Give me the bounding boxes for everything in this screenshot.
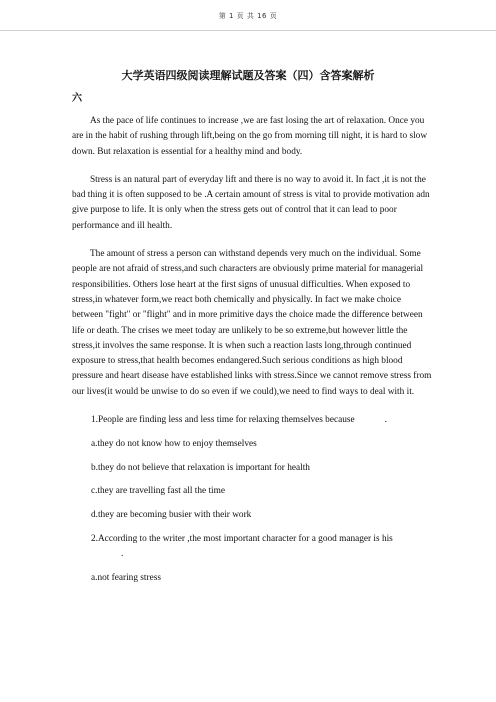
paragraph-2: Stress is an natural part of everyday lift and there is no way to avoid it. In fact ,it is not the bad thing it is often supposed to be .A certain amount of stress is vital to provide motivation adn give purpose to life. It is only when the stress gets out of control that it can lead to poor performance and ill health. [72, 174, 430, 231]
question-stem: 1.People are finding less and less time for relaxing themselves because . [91, 415, 387, 426]
paragraph-1: As the pace of life continues to increase ,we are fast losing the art of relaxation. Once you are in the habit of rushing through lift,being on the go from morning till night, it is hard to slow down. But relaxation is essential for a healthy mind and body. [72, 116, 428, 157]
option-b: b.they do not believe that relaxation is important for health [91, 462, 310, 473]
question-1 [72, 413, 432, 523]
document-body [72, 114, 432, 595]
question-2 [72, 532, 432, 586]
option-a: a.not fearing stress [91, 573, 161, 584]
paragraph-3: The amount of stress a person can withstand depends very much on the individual. Some people are not afraid of stress,and such characters are obviously prime material for managerial responsibilities. Others lose heart at the first signs of unusual difficulties. When exposed to stress,in whatever form,we react both chemically and physically. In fact we make choice between "fight" or "flight" and in more primitive days the choice made the difference between life or death. The crises we meet today are unlikely to be so extreme,but however little the stress,it involves the same response. It is when such a reaction lasts long,through continued exposure to stress,that health becomes endangered.Such serious conditions as high blood pressure and heart disease have established links with stress.Since we cannot remove stress from our lives(it would be unwise to do so even if we could),we need to find ways to deal with it. [72, 249, 432, 397]
option-d: d.they are becoming busier with their work [91, 510, 252, 521]
page-header [0, 0, 496, 31]
page-number: 第 1 页 共 16 页 [218, 12, 278, 20]
option-c: c.they are travelling fast all the time [91, 486, 225, 497]
option-a: a.they do not know how to enjoy themselves [91, 438, 257, 449]
section-number: 六 [72, 93, 82, 104]
document-title: 大学英语四级阅读理解试题及答案（四）含答案解析 [121, 69, 375, 82]
question-stem: 2.According to the writer ,the most important character for a good manager is his . [91, 534, 393, 560]
